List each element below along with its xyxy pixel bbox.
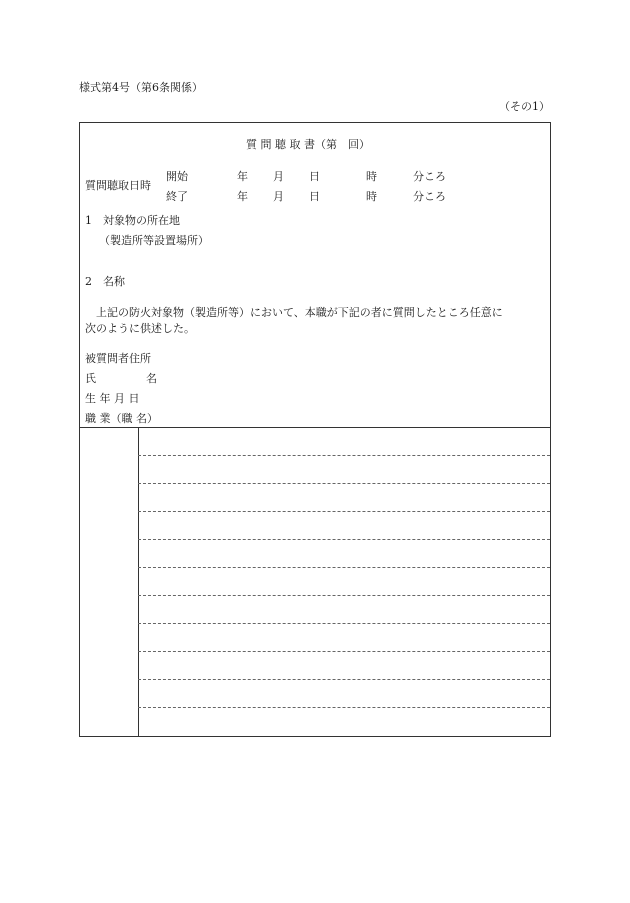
record-line [138,483,550,484]
record-line [138,539,550,540]
datetime-start-hour: 時 [366,170,377,183]
record-line [138,623,550,624]
datetime-end-year: 年 [237,190,248,203]
form-box [79,122,551,737]
statement-line1: 上記の防火対象物（製造所等）において、本職が下記の者に質問したところ任意に [96,306,503,319]
page-label: （その1） [499,100,550,113]
datetime-start-year: 年 [237,170,248,183]
statement-line2: 次のように供述した。 [85,322,195,335]
respondent-address: 被質問者住所 [85,352,151,365]
item1-label: 1 対象物の所在地 [85,214,180,227]
datetime-end-month: 月 [273,190,284,203]
record-line [138,707,550,708]
datetime-end-day: 日 [309,190,320,203]
record-line [138,595,550,596]
item1-sub: （製造所等設置場所） [99,234,209,247]
datetime-start-month: 月 [273,170,284,183]
datetime-end-label: 終了 [166,190,188,203]
item2-label: 2 名称 [85,275,125,288]
datetime-label: 質問聴取日時 [85,179,151,192]
datetime-start-minute: 分ころ [413,170,446,183]
record-area-top-border [80,427,550,428]
record-line [138,651,550,652]
record-line [138,455,550,456]
record-line [138,511,550,512]
record-line [138,567,550,568]
respondent-name-b: 名 [146,372,157,385]
datetime-end-minute: 分ころ [413,190,446,203]
record-line [138,679,550,680]
respondent-occupation: 職 業（職 名） [85,412,158,425]
respondent-name-a: 氏 [85,372,96,385]
datetime-end-hour: 時 [366,190,377,203]
form-number: 様式第4号（第6条関係） [79,81,203,94]
respondent-birth: 生 年 月 日 [85,392,140,405]
record-area-left-column-border [138,427,139,736]
datetime-start-day: 日 [309,170,320,183]
form-title: 質 問 聴 取 書（第 回） [246,138,370,151]
datetime-start-label: 開始 [166,170,188,183]
